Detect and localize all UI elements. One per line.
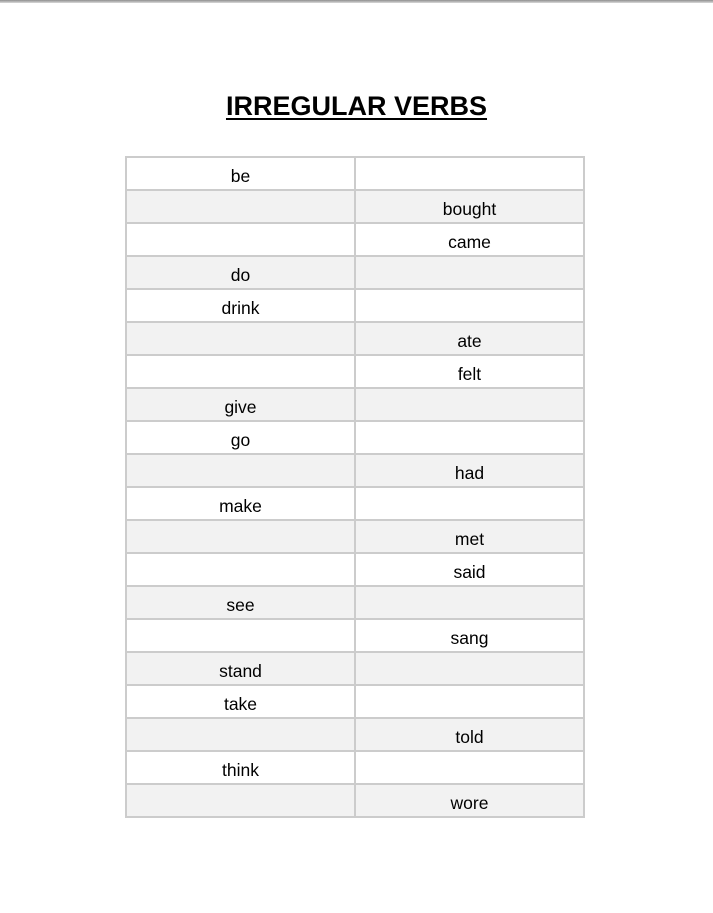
past-form-cell: [355, 685, 584, 718]
past-form-cell: [355, 652, 584, 685]
base-form-cell: [126, 454, 355, 487]
base-form-cell: [126, 322, 355, 355]
past-form-cell: wore: [355, 784, 584, 817]
past-form-cell: came: [355, 223, 584, 256]
table-row: [126, 190, 584, 223]
table-row: [126, 685, 584, 718]
base-form-cell: [126, 520, 355, 553]
base-form-cell: drink: [126, 289, 355, 322]
base-form-cell: [126, 190, 355, 223]
table-row: [126, 157, 584, 190]
past-form-cell: [355, 388, 584, 421]
base-form-cell: do: [126, 256, 355, 289]
base-form-cell: take: [126, 685, 355, 718]
past-form-cell: sang: [355, 619, 584, 652]
table-row: [126, 355, 584, 388]
past-form-cell: [355, 256, 584, 289]
table-row: [126, 487, 584, 520]
base-form-cell: [126, 718, 355, 751]
past-form-cell: ate: [355, 322, 584, 355]
past-form-cell: felt: [355, 355, 584, 388]
table-row: [126, 652, 584, 685]
base-form-cell: [126, 784, 355, 817]
base-form-cell: [126, 355, 355, 388]
base-form-cell: [126, 223, 355, 256]
base-form-cell: see: [126, 586, 355, 619]
table-row: [126, 586, 584, 619]
base-form-cell: make: [126, 487, 355, 520]
table-row: [126, 388, 584, 421]
irregular-verbs-table: [125, 156, 585, 818]
base-form-cell: [126, 553, 355, 586]
table-row: [126, 256, 584, 289]
past-form-cell: [355, 421, 584, 454]
base-form-cell: be: [126, 157, 355, 190]
table-row: [126, 289, 584, 322]
past-form-cell: had: [355, 454, 584, 487]
base-form-cell: go: [126, 421, 355, 454]
past-form-cell: told: [355, 718, 584, 751]
table-row: [126, 454, 584, 487]
past-form-cell: [355, 751, 584, 784]
table-row: [126, 784, 584, 817]
base-form-cell: [126, 619, 355, 652]
page-top-edge: [0, 0, 713, 3]
past-form-cell: met: [355, 520, 584, 553]
past-form-cell: bought: [355, 190, 584, 223]
base-form-cell: give: [126, 388, 355, 421]
past-form-cell: [355, 157, 584, 190]
past-form-cell: said: [355, 553, 584, 586]
table-row: [126, 421, 584, 454]
table-row: [126, 322, 584, 355]
table-row: [126, 223, 584, 256]
base-form-cell: stand: [126, 652, 355, 685]
past-form-cell: [355, 487, 584, 520]
table-row: [126, 718, 584, 751]
table-row: [126, 520, 584, 553]
table-row: [126, 619, 584, 652]
table-row: [126, 751, 584, 784]
base-form-cell: think: [126, 751, 355, 784]
page-title: IRREGULAR VERBS: [225, 91, 488, 121]
table-row: [126, 553, 584, 586]
past-form-cell: [355, 586, 584, 619]
past-form-cell: [355, 289, 584, 322]
